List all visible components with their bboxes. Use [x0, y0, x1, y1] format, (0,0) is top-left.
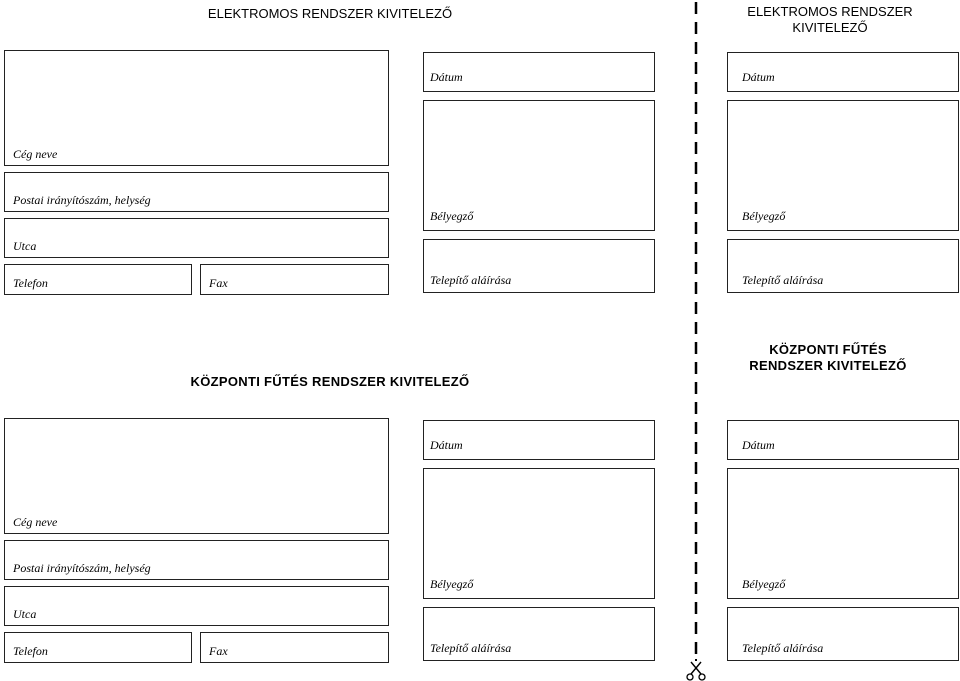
company-name-label: Cég neve	[13, 515, 58, 529]
stub-signature-field[interactable]	[727, 607, 959, 661]
street-label: Utca	[13, 607, 37, 621]
signature-field[interactable]	[423, 607, 655, 661]
stub-date-label: Dátum	[742, 438, 775, 452]
fax-label: Fax	[209, 644, 228, 658]
stub-date-field[interactable]	[727, 52, 959, 92]
stamp-field[interactable]	[423, 100, 655, 231]
stub-stamp-field[interactable]	[727, 100, 959, 231]
date-field[interactable]	[423, 52, 655, 92]
signature-field[interactable]	[423, 239, 655, 293]
street-label: Utca	[13, 239, 37, 253]
stub-stamp-field[interactable]	[727, 468, 959, 599]
fax-field[interactable]	[200, 264, 389, 295]
postal-city-field[interactable]	[4, 540, 389, 580]
street-field[interactable]	[4, 586, 389, 626]
stub-date-field[interactable]	[727, 420, 959, 460]
signature-label: Telepítő aláírása	[430, 641, 512, 655]
fax-label: Fax	[209, 276, 228, 290]
signature-label: Telepítő aláírása	[430, 273, 512, 287]
stub-stamp-label: Bélyegző	[742, 577, 786, 591]
company-name-label: Cég neve	[13, 147, 58, 161]
scissors-icon	[686, 659, 706, 681]
cut-line	[694, 2, 698, 657]
stub-signature-label: Telepítő aláírása	[742, 641, 824, 655]
date-label: Dátum	[430, 438, 463, 452]
stub-stamp-label: Bélyegző	[742, 209, 786, 223]
phone-label: Telefon	[13, 644, 48, 658]
stub-signature-label: Telepítő aláírása	[742, 273, 824, 287]
postal-city-label: Postai irányítószám, helység	[13, 193, 151, 207]
postal-city-field[interactable]	[4, 172, 389, 212]
phone-field[interactable]	[4, 264, 192, 295]
phone-label: Telefon	[13, 276, 48, 290]
section-title: ELEKTROMOS RENDSZER KIVITELEZŐ	[207, 6, 453, 21]
company-name-field[interactable]	[4, 50, 389, 166]
stamp-label: Bélyegző	[430, 577, 474, 591]
fax-field[interactable]	[200, 632, 389, 663]
stub-date-label: Dátum	[742, 70, 775, 84]
phone-field[interactable]	[4, 632, 192, 663]
section-title: KÖZPONTI FŰTÉS RENDSZER KIVITELEZŐ	[190, 374, 470, 389]
stub-title: ELEKTROMOS RENDSZER KIVITELEZŐ	[747, 4, 913, 35]
stub-title: KÖZPONTI FŰTÉS RENDSZER KIVITELEZŐ	[749, 342, 907, 373]
stamp-field[interactable]	[423, 468, 655, 599]
stub-signature-field[interactable]	[727, 239, 959, 293]
company-name-field[interactable]	[4, 418, 389, 534]
stamp-label: Bélyegző	[430, 209, 474, 223]
street-field[interactable]	[4, 218, 389, 258]
date-field[interactable]	[423, 420, 655, 460]
date-label: Dátum	[430, 70, 463, 84]
postal-city-label: Postai irányítószám, helység	[13, 561, 151, 575]
